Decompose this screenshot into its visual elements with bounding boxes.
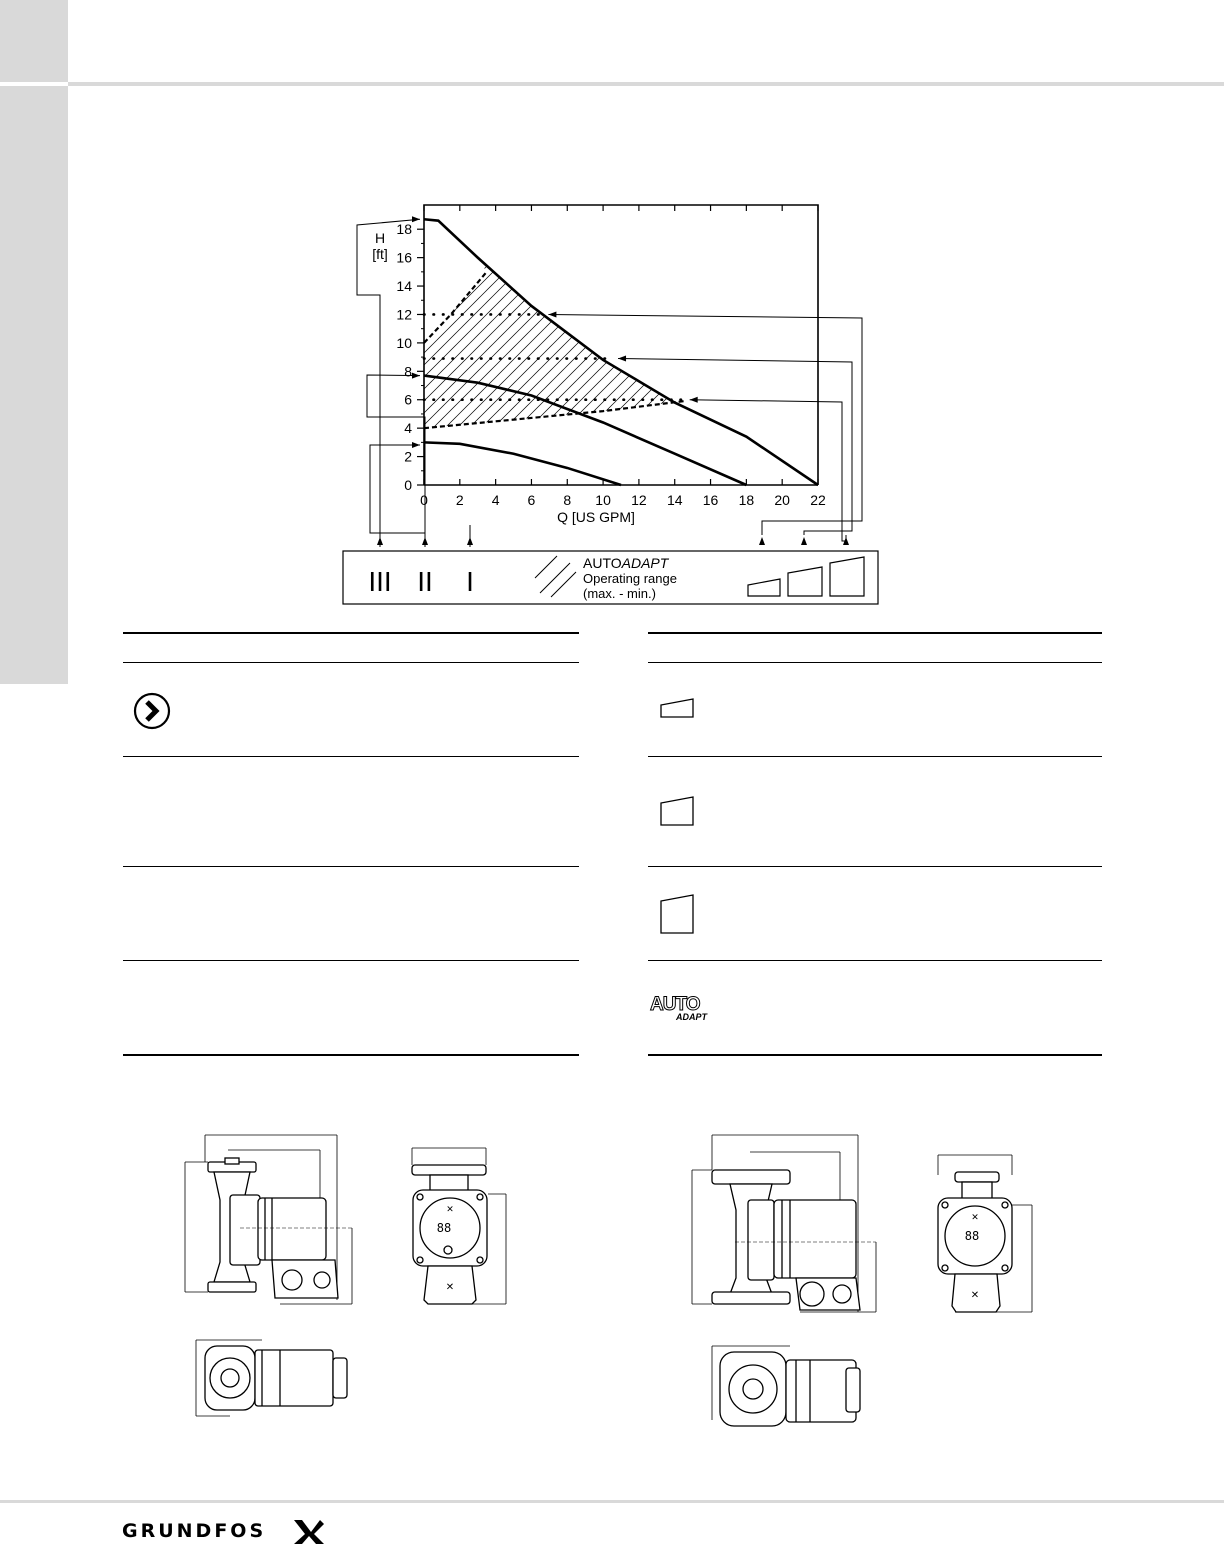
- y-tick-label-0: 0: [404, 477, 412, 493]
- table-right-rule-4: [648, 960, 1102, 961]
- drawing-2-front-view: [412, 1148, 506, 1304]
- legend-cp-medium-icon: [788, 567, 822, 596]
- x-tick-label-8: 16: [702, 492, 719, 508]
- svg-text:88: 88: [964, 1229, 980, 1243]
- callout-arrowhead-0: [412, 216, 420, 222]
- dimension-drawings: [0, 1080, 1224, 1460]
- y-tick-label-7: 14: [396, 278, 412, 295]
- drawing-5-front-view: [938, 1155, 1032, 1312]
- callout-arrowhead-5: [690, 397, 698, 403]
- table-left-rule-4: [123, 960, 579, 961]
- y-axis-label: H: [374, 230, 386, 246]
- callout-arrowhead-2: [412, 442, 420, 448]
- y-tick-label-9: 18: [396, 221, 412, 238]
- legend-hatch-swatch: [535, 556, 576, 597]
- callout-speed-1-leader: [370, 445, 425, 547]
- x-tick-label-3: 6: [527, 492, 536, 508]
- footer-rule: [0, 1500, 1224, 1503]
- svg-text:✕: ✕: [970, 1290, 980, 1301]
- constant-pressure-high-icon: [658, 892, 696, 936]
- legend-cp-low-icon: [748, 579, 780, 596]
- table-right-rule-1: [648, 662, 1102, 663]
- y-tick-label-6: 12: [396, 306, 412, 323]
- table-right-top-rule: [648, 632, 1102, 634]
- drawing-6-top-view: [712, 1346, 860, 1426]
- grundfos-x-icon: [292, 1516, 326, 1546]
- legend-cp-high-icon: [830, 557, 864, 596]
- callout-speed-3: [357, 219, 420, 547]
- drawing-1-side-view: [185, 1135, 352, 1304]
- side-tab-top: [0, 0, 68, 82]
- auto-adapt-main: AUTO: [650, 994, 700, 1015]
- legend-speed-3: III: [368, 566, 392, 597]
- drawing-3-top-view: [196, 1340, 347, 1416]
- svg-text:✕: ✕: [445, 1282, 455, 1293]
- svg-text:✕: ✕: [971, 1213, 979, 1223]
- y-tick-label-5: 10: [396, 334, 412, 351]
- callout-speed-2: [367, 375, 425, 547]
- auto-adapt-sub: ADAPT: [676, 1012, 707, 1022]
- series-line-2: [424, 442, 621, 485]
- selection-button-icon: [132, 691, 172, 731]
- y-tick-label-4: 8: [404, 363, 412, 380]
- header-rule: [68, 82, 1224, 86]
- x-tick-label-2: 4: [491, 492, 500, 508]
- x-tick-label-7: 14: [666, 492, 683, 508]
- x-tick-label-9: 18: [738, 492, 755, 508]
- callout-arrowhead-1: [412, 373, 420, 379]
- legend-speed-2: II: [417, 566, 433, 597]
- grundfos-wordmark: GRUNDFOS: [122, 1520, 267, 1542]
- x-tick-label-4: 8: [563, 492, 572, 508]
- auto-adapt-icon: [650, 995, 710, 1025]
- x-tick-label-11: 22: [810, 492, 826, 508]
- table-left-top-rule: [123, 632, 579, 634]
- chart-plot-area: [357, 205, 862, 547]
- callout-arrowhead-9: [759, 537, 765, 545]
- y-axis-unit: [ft]: [372, 246, 388, 262]
- table-right-bottom-rule: [648, 1054, 1102, 1056]
- y-tick-label-1: 2: [404, 448, 412, 465]
- legend-speed-1: I: [466, 566, 474, 597]
- x-tick-label-5: 10: [595, 492, 611, 508]
- legend-range-line2: (max. - min.): [583, 586, 656, 601]
- side-tab: [0, 86, 68, 684]
- performance-chart: [330, 195, 890, 615]
- y-tick-label-3: 6: [404, 391, 412, 408]
- table-left-bottom-rule: [123, 1054, 579, 1056]
- x-tick-label-6: 12: [631, 492, 647, 508]
- callout-arrowhead-3: [548, 311, 556, 317]
- svg-text:88: 88: [436, 1221, 452, 1235]
- x-tick-label-0: 0: [420, 492, 428, 508]
- callout-arrowhead-7: [422, 537, 428, 545]
- callout-arrowhead-8: [467, 537, 473, 545]
- svg-text:✕: ✕: [446, 1205, 454, 1215]
- y-tick-label-8: 16: [396, 249, 412, 266]
- table-left-rule-1: [123, 662, 579, 663]
- constant-pressure-low-icon: [658, 696, 696, 720]
- callout-arrowhead-6: [377, 537, 383, 545]
- table-left-rule-3: [123, 866, 579, 867]
- drawing-4-side-view: [692, 1135, 876, 1312]
- constant-pressure-medium-icon: [658, 794, 696, 828]
- callout-arrowhead-10: [801, 537, 807, 545]
- y-tick-label-2: 4: [404, 420, 412, 437]
- callout-cp-medium: [618, 359, 852, 535]
- table-left-rule-2: [123, 756, 579, 757]
- legend-range-line1: Operating range: [583, 571, 677, 586]
- x-tick-label-1: 2: [455, 492, 464, 508]
- callout-arrowhead-4: [618, 356, 626, 362]
- table-right-rule-3: [648, 866, 1102, 867]
- grundfos-logo: [122, 1514, 332, 1550]
- table-right-rule-2: [648, 756, 1102, 757]
- x-axis-label: Q [US GPM]: [557, 509, 635, 525]
- x-tick-label-10: 20: [774, 492, 790, 508]
- legend-auto-title: AUTOADAPT: [583, 555, 669, 571]
